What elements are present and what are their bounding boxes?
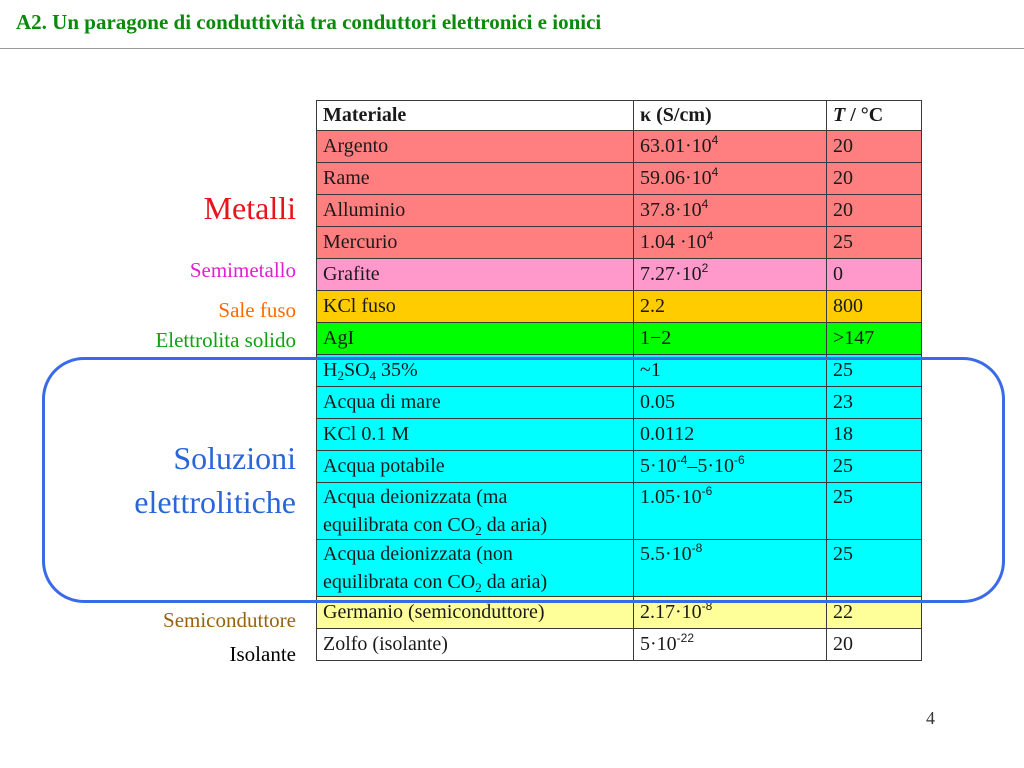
soluzioni-line1: Soluzioni xyxy=(173,440,296,476)
header-kappa: κ (S/cm) xyxy=(634,101,827,131)
table-row xyxy=(317,540,922,597)
header-material: Materiale xyxy=(317,101,634,131)
cell-temperature: 20 xyxy=(827,629,922,661)
cell-temperature: 800 xyxy=(827,291,922,323)
cell-material: Mercurio xyxy=(317,227,634,259)
slide-title: A2. Un paragone di conduttività tra conduttori elettronici e ionici xyxy=(16,10,602,34)
category-sale-fuso: Sale fuso xyxy=(218,298,296,322)
cell-material: KCl 0.1 M xyxy=(317,419,634,451)
table-row xyxy=(317,355,922,387)
cell-material: Acqua di mare xyxy=(317,387,634,419)
category-elettrolita-solido: Elettrolita solido xyxy=(155,328,296,352)
category-soluzioni-elettrolitiche xyxy=(134,436,296,524)
cell-material: Grafite xyxy=(317,259,634,291)
cell-material: Zolfo (isolante) xyxy=(317,629,634,661)
table-row xyxy=(317,387,922,419)
cell-temperature: 20 xyxy=(827,195,922,227)
table-row xyxy=(317,629,922,661)
cell-temperature: 25 xyxy=(827,355,922,387)
cell-temperature: 18 xyxy=(827,419,922,451)
cell-temperature: 23 xyxy=(827,387,922,419)
cell-kappa: $1.04 \cdot 10^4$ xyxy=(634,227,827,259)
cell-material: Acqua deionizzata (ma equilibrata con $CO_2$ da aria) xyxy=(317,483,634,540)
cell-temperature: 20 xyxy=(827,163,922,195)
temp-symbol: T xyxy=(833,104,846,126)
cell-temperature: 20 xyxy=(827,131,922,163)
table-row xyxy=(317,163,922,195)
table-row xyxy=(317,227,922,259)
category-semiconduttore: Semiconduttore xyxy=(163,608,296,632)
category-metalli: Metalli xyxy=(203,190,296,226)
cell-material: Germanio (semiconduttore) xyxy=(317,597,634,629)
cell-temperature: 25 xyxy=(827,227,922,259)
conductivity-table xyxy=(316,100,922,661)
page-number: 4 xyxy=(926,708,935,728)
cell-kappa: $7.27\cdot 10^2$ xyxy=(634,259,827,291)
table-row xyxy=(317,131,922,163)
cell-material: KCl fuso xyxy=(317,291,634,323)
cell-kappa: 0.0112 xyxy=(634,419,827,451)
table-row xyxy=(317,419,922,451)
cell-kappa: 1−2 xyxy=(634,323,827,355)
category-semimetallo: Semimetallo xyxy=(189,258,296,282)
cell-kappa: $5\cdot 10^{-22}$ xyxy=(634,629,827,661)
cell-material: Acqua potabile xyxy=(317,451,634,483)
table-header-row xyxy=(317,101,922,131)
cell-kappa: $5\cdot 10^{-4}-5\cdot 10^{-6}$ xyxy=(634,451,827,483)
cell-material: Rame xyxy=(317,163,634,195)
cell-kappa: $1.05\cdot 10^{-6}$ xyxy=(634,483,827,540)
table-row xyxy=(317,291,922,323)
title-divider xyxy=(0,48,1024,49)
header-temperature xyxy=(827,101,922,131)
cell-material: $H_2SO_4$ 35% xyxy=(317,355,634,387)
cell-kappa: ~1 xyxy=(634,355,827,387)
cell-kappa: $5.5\cdot 10^{-8}$ xyxy=(634,540,827,597)
table-row xyxy=(317,195,922,227)
cell-material: Alluminio xyxy=(317,195,634,227)
cell-material: Argento xyxy=(317,131,634,163)
cell-temperature: 22 xyxy=(827,597,922,629)
table-row xyxy=(317,483,922,540)
category-isolante: Isolante xyxy=(229,642,296,666)
cell-kappa: $59.06\cdot 10^4$ xyxy=(634,163,827,195)
cell-kappa: $63.01\cdot 10^4$ xyxy=(634,131,827,163)
soluzioni-line2: elettrolitiche xyxy=(134,484,296,520)
table-row xyxy=(317,597,922,629)
table-row xyxy=(317,451,922,483)
cell-temperature: >147 xyxy=(827,323,922,355)
cell-material: AgI xyxy=(317,323,634,355)
table-row xyxy=(317,259,922,291)
cell-kappa: $2.17\cdot 10^{-8}$ xyxy=(634,597,827,629)
table-row xyxy=(317,323,922,355)
cell-kappa: 0.05 xyxy=(634,387,827,419)
cell-kappa: $37.8\cdot 10^4$ xyxy=(634,195,827,227)
cell-temperature: 25 xyxy=(827,540,922,597)
temp-unit: / °C xyxy=(845,104,884,126)
cell-kappa: 2.2 xyxy=(634,291,827,323)
cell-temperature: 25 xyxy=(827,483,922,540)
cell-temperature: 0 xyxy=(827,259,922,291)
cell-material: Acqua deionizzata (non equilibrata con $CO_2$ da aria) xyxy=(317,540,634,597)
cell-temperature: 25 xyxy=(827,451,922,483)
